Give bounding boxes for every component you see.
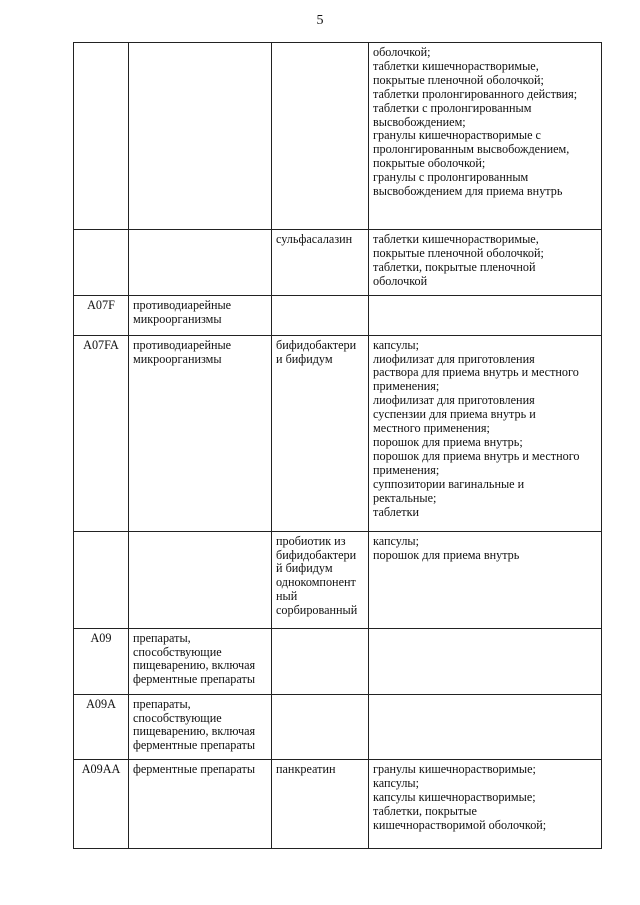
substance-cell-line: панкреатин — [276, 762, 336, 777]
group-name-cell — [129, 694, 272, 760]
substance-cell — [272, 628, 369, 694]
dosage-forms-cell-line: покрытые оболочкой; — [373, 156, 486, 171]
drug-table — [73, 42, 602, 849]
group-name-cell-line: ферментные препараты — [133, 672, 256, 687]
table-row — [74, 335, 602, 531]
group-name-cell-line: микроорганизмы — [133, 351, 222, 366]
substance-cell-line: однокомпонент — [276, 575, 356, 590]
dosage-forms-cell-line: суспензии для приема внутрь и — [373, 407, 536, 422]
dosage-forms-cell-line: капсулы; — [373, 337, 419, 352]
dosage-forms-cell-line: пролонгированным высвобождением, — [373, 142, 570, 157]
dosage-forms-cell-line: капсулы; — [373, 776, 419, 791]
substance-cell — [272, 295, 369, 335]
dosage-forms-cell-line: лиофилизат для приготовления — [373, 351, 535, 366]
dosage-forms-cell-line: таблетки, покрытые — [373, 803, 477, 818]
dosage-forms-cell-line: таблетки пролонгированного действия; — [373, 86, 578, 101]
dosage-forms-cell-line: раствора для приема внутрь и местного — [373, 365, 579, 380]
dosage-forms-cell-line: высвобождением; — [373, 114, 466, 129]
group-name-cell-line: микроорганизмы — [133, 311, 222, 326]
dosage-forms-cell-line: местного применения; — [373, 421, 490, 436]
atc-code-cell — [74, 531, 129, 628]
group-name-cell — [129, 335, 272, 531]
group-name-cell-line: способствующие — [133, 710, 222, 725]
table-row — [74, 295, 602, 335]
group-name-cell — [129, 230, 272, 296]
substance-cell-line: й бифидум — [276, 561, 333, 576]
dosage-forms-cell-line: высвобождением для приема внутрь — [373, 184, 563, 199]
substance-cell-line: ный — [276, 589, 298, 604]
substance-cell — [272, 335, 369, 531]
dosage-forms-cell-line: капсулы кишечнорастворимые; — [373, 790, 536, 805]
group-name-cell-line: ферментные препараты — [133, 738, 256, 753]
table-row — [74, 694, 602, 760]
dosage-forms-cell — [369, 628, 602, 694]
atc-code-cell: A09AA — [74, 760, 129, 849]
dosage-forms-cell-line: покрытые пленочной оболочкой; — [373, 72, 544, 87]
drug-table-body — [74, 43, 602, 849]
dosage-forms-cell — [369, 531, 602, 628]
table-row — [74, 230, 602, 296]
atc-code-cell: A07FA — [74, 335, 129, 531]
dosage-forms-cell-line: таблетки, покрытые пленочной — [373, 259, 536, 274]
atc-code-cell: A09A — [74, 694, 129, 760]
substance-cell-line: сорбированный — [276, 603, 358, 618]
dosage-forms-cell-line: порошок для приема внутрь; — [373, 434, 523, 449]
substance-cell — [272, 230, 369, 296]
group-name-cell-line: препараты, — [133, 630, 191, 645]
substance-cell-line: бифидобактери — [276, 337, 357, 352]
substance-cell-line: сульфасалазин — [276, 232, 353, 246]
dosage-forms-cell — [369, 694, 602, 760]
group-name-cell-line: способствующие — [133, 644, 222, 659]
group-name-cell-line: препараты, — [133, 696, 191, 711]
dosage-forms-cell-line: таблетки кишечнорастворимые, — [373, 232, 539, 246]
dosage-forms-cell-line: суппозитории вагинальные и — [373, 476, 525, 491]
dosage-forms-cell-line: гранулы кишечнорастворимые с — [373, 128, 541, 143]
table-row — [74, 43, 602, 230]
dosage-forms-cell-line: таблетки с пролонгированным — [373, 100, 532, 115]
substance-cell — [272, 531, 369, 628]
page-number: 5 — [316, 13, 324, 28]
atc-code-cell — [74, 43, 129, 230]
dosage-forms-cell-line: гранулы с пролонгированным — [373, 170, 529, 185]
substance-cell-line: и бифидум — [276, 351, 333, 366]
group-name-cell — [129, 531, 272, 628]
group-name-cell — [129, 760, 272, 849]
group-name-cell — [129, 43, 272, 230]
group-name-cell-line: пищеварению, включая — [133, 724, 256, 739]
atc-code-cell: A09 — [74, 628, 129, 694]
dosage-forms-cell — [369, 760, 602, 849]
dosage-forms-cell-line: таблетки — [373, 504, 420, 519]
group-name-cell-line: пищеварению, включая — [133, 658, 256, 673]
dosage-forms-cell-line: таблетки кишечнорастворимые, — [373, 58, 539, 73]
dosage-forms-cell-line: капсулы; — [373, 533, 419, 548]
atc-code-cell: A07F — [74, 295, 129, 335]
dosage-forms-cell-line: гранулы кишечнорастворимые; — [373, 762, 536, 777]
atc-code-cell — [74, 230, 129, 296]
dosage-forms-cell — [369, 335, 602, 531]
table-row — [74, 760, 602, 849]
dosage-forms-cell — [369, 295, 602, 335]
group-name-cell-line: противодиарейные — [133, 297, 232, 312]
dosage-forms-cell-line: кишечнорастворимой оболочкой; — [373, 817, 547, 832]
dosage-forms-cell-line: применения; — [373, 379, 440, 394]
dosage-forms-cell-line: порошок для приема внутрь и местного — [373, 448, 580, 463]
substance-cell — [272, 760, 369, 849]
table-row — [74, 531, 602, 628]
dosage-forms-cell — [369, 230, 602, 296]
group-name-cell — [129, 628, 272, 694]
dosage-forms-cell — [369, 43, 602, 230]
dosage-forms-cell-line: лиофилизат для приготовления — [373, 393, 535, 408]
substance-cell-line: бифидобактери — [276, 547, 357, 562]
substance-cell — [272, 694, 369, 760]
substance-cell — [272, 43, 369, 230]
dosage-forms-cell-line: ректальные; — [373, 490, 437, 505]
substance-cell-line: пробиотик из — [276, 533, 346, 548]
table-row — [74, 628, 602, 694]
dosage-forms-cell-line: применения; — [373, 462, 440, 477]
dosage-forms-cell-line: оболочкой; — [373, 45, 431, 59]
group-name-cell-line: ферментные препараты — [133, 762, 256, 777]
dosage-forms-cell-line: порошок для приема внутрь — [373, 547, 520, 562]
group-name-cell-line: противодиарейные — [133, 337, 232, 352]
group-name-cell — [129, 295, 272, 335]
dosage-forms-cell-line: покрытые пленочной оболочкой; — [373, 245, 544, 260]
dosage-forms-cell-line: оболочкой — [373, 273, 428, 288]
